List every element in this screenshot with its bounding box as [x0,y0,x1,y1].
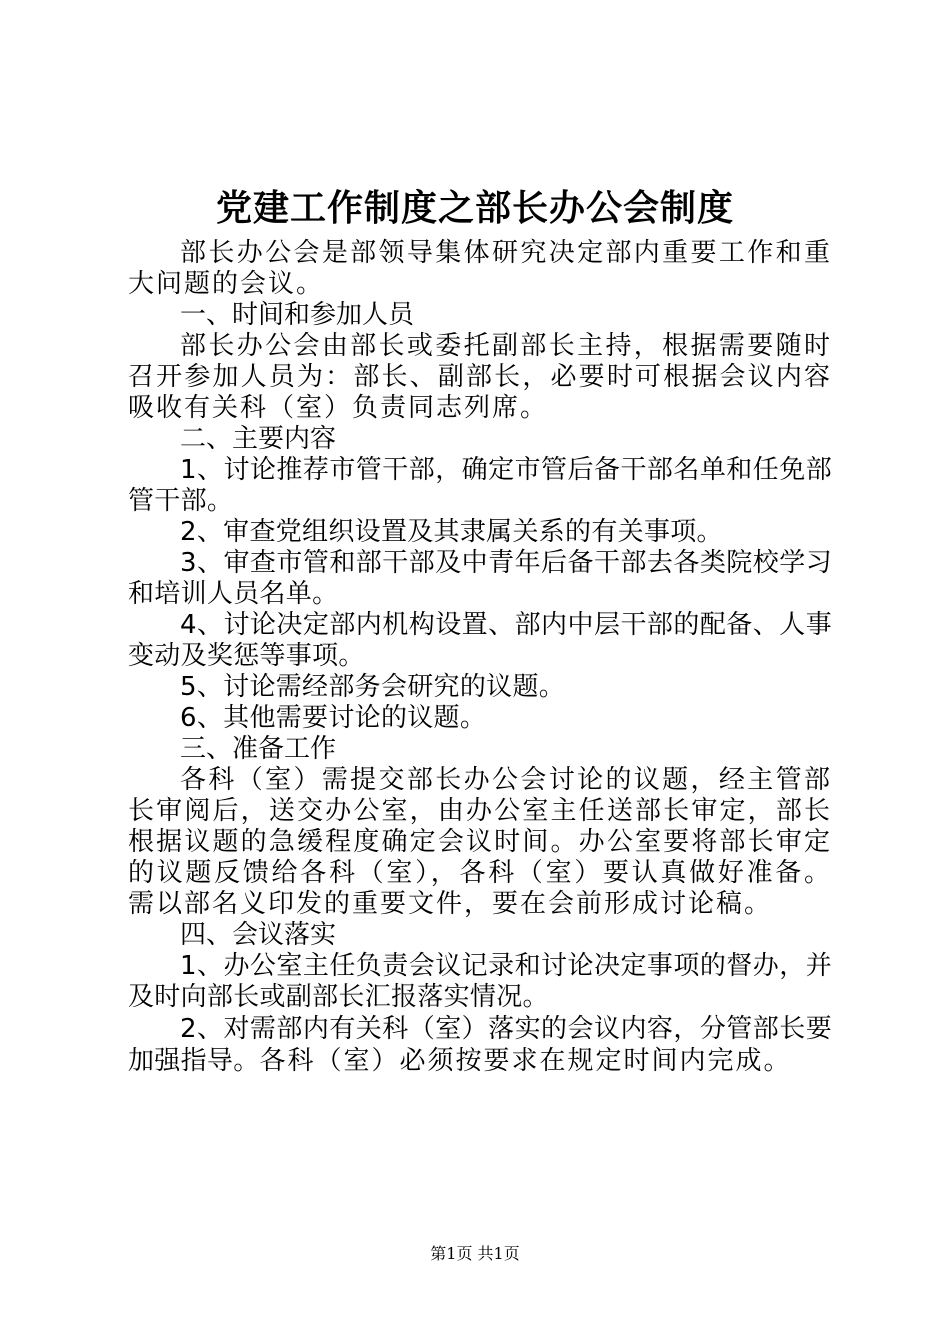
list-item-content-4: 4、讨论决定部内机构设置、部内中层干部的配备、人事变动及奖惩等事项。 [128,610,832,671]
implementation-2-tail: 各科（室）必须按要求在规定时间内完成。 [259,1046,792,1076]
implementation-2-lead: 2、对需部内有关科（室）落实的会议内容，分管部长要加强指导。 [128,1014,832,1076]
paragraph-intro: 部长办公会是部领导集体研究决定部内重要工作和重大问题的会议。 [128,238,832,299]
list-item-implementation-1: 1、办公室主任负责会议记录和讨论决定事项的督办，并及时向部长或副部长汇报落实情况。 [128,951,832,1012]
paragraph-participants: 部长办公会由部长或委托副部长主持，根据需要随时召开参加人员为：部长、副部长，必要时可根据会议内容吸收有关科（室）负责同志列席。 [128,331,832,423]
list-item-content-5: 5、讨论需经部务会研究的议题。 [180,672,566,702]
section-heading-implementation: 四、会议落实 [180,920,337,950]
list-item-content-1: 1、讨论推荐市管干部，确定市管后备干部名单和任免部管干部。 [128,455,832,516]
document-title: 党建工作制度之部长办公会制度 [215,187,734,229]
list-item-content-2: 2、审查党组织设置及其隶属关系的有关事项。 [180,517,723,547]
section-heading-preparation: 三、准备工作 [180,734,337,764]
section-heading-time-participants: 一、时间和参加人员 [180,300,415,330]
page-footer: 第1页 共1页 [430,1244,520,1263]
section-heading-main-content: 二、主要内容 [180,424,337,454]
list-item-content-3: 3、审查市管和部干部及中青年后备干部去各类院校学习和培训人员名单。 [128,548,832,609]
list-item-content-6: 6、其他需要讨论的议题。 [180,703,487,733]
list-item-implementation-2 [128,1013,832,1077]
paragraph-preparation: 各科（室）需提交部长办公会讨论的议题，经主管部长审阅后，送交办公室，由办公室主任送部长审定，部长根据议题的急缓程度确定会议时间。办公室要将部长审定的议题反馈给各科（室），各科（室）要认真做好准备。需以部名义印发的重要文件，要在会前形成讨论稿。 [128,765,832,919]
document-body [128,238,832,1077]
